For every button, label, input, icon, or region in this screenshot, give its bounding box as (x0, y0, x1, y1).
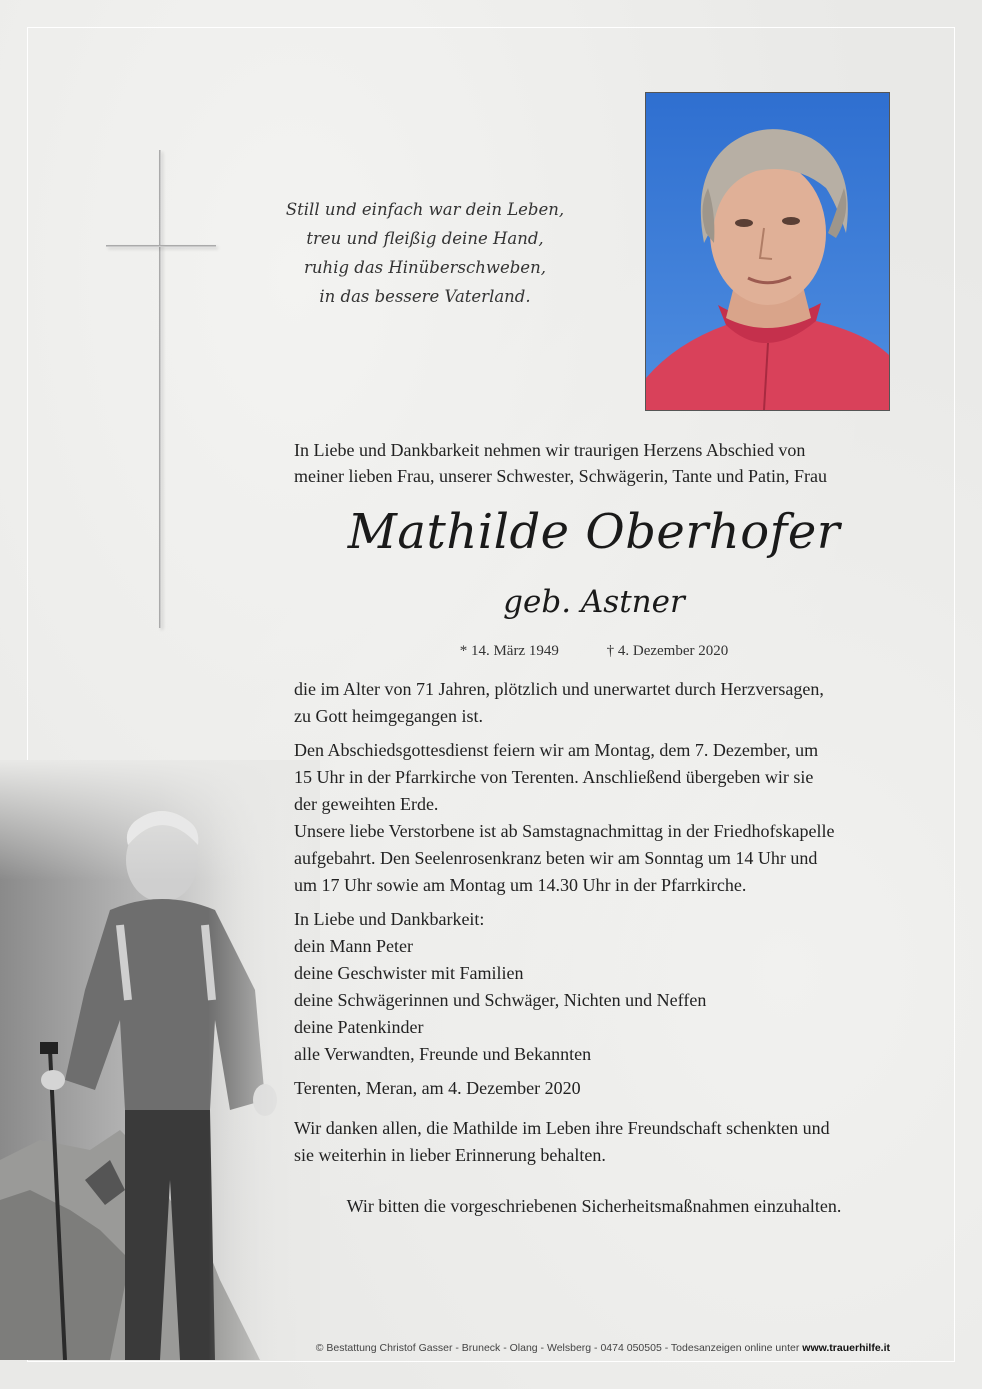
text-line: 15 Uhr in der Pfarrkirche von Terenten. Anschließend übergeben wir sie (294, 767, 814, 787)
poem (255, 195, 595, 311)
mourner-line: deine Patenkinder (294, 1017, 424, 1037)
text-line: zu Gott heimgegangen ist. (294, 706, 483, 726)
death-date: † 4. Dezember 2020 (606, 643, 729, 659)
text-line: aufgebahrt. Den Seelenrosenkranz beten wir am Sonntag um 14 Uhr und (294, 848, 818, 868)
place-date: Terenten, Meran, am 4. Dezember 2020 (294, 1078, 581, 1098)
death-info (294, 676, 894, 730)
footer (0, 1342, 890, 1354)
poem-line: ruhig das Hinüberschweben, (304, 258, 546, 277)
funeral-info (294, 737, 894, 899)
deceased-name: Mathilde Oberhofer (347, 504, 841, 560)
intro-text (294, 437, 894, 489)
intro-line: In Liebe und Dankbarkeit nehmen wir traurigen Herzens Abschied von (294, 440, 806, 460)
text-line: der geweihten Erde. (294, 794, 439, 814)
portrait-photo (645, 92, 890, 411)
footer-text: © Bestattung Christof Gasser - Bruneck - Olang - Welsberg - 0474 050505 - Todesanzeigen online unter (315, 1342, 803, 1354)
footer-site-link[interactable]: www.trauerhilfe.it (802, 1342, 890, 1354)
text-line: Wir danken allen, die Mathilde im Leben ihre Freundschaft schenkten und (294, 1118, 830, 1138)
text-line: sie weiterhin in lieber Erinnerung behalten. (294, 1145, 606, 1165)
mourner-line: alle Verwandten, Freunde und Bekannten (294, 1044, 592, 1064)
maiden-name: geb. Astner (503, 584, 685, 620)
mourner-line: deine Schwägerinnen und Schwäger, Nichten und Neffen (294, 990, 707, 1010)
intro-line: meiner lieben Frau, unserer Schwester, Schwägerin, Tante und Patin, Frau (294, 466, 828, 486)
mourner-line: dein Mann Peter (294, 936, 413, 956)
birth-date: * 14. März 1949 (459, 643, 559, 659)
cross-vertical-beam (159, 150, 161, 628)
text-line: Unsere liebe Verstorbene ist ab Samstagnachmittag in der Friedhofskapelle (294, 821, 835, 841)
poem-line: treu und fleißig deine Hand, (306, 229, 544, 248)
thanks-text (294, 1115, 894, 1169)
poem-line: Still und einfach war dein Leben, (285, 200, 565, 219)
safety-notice: Wir bitten die vorgeschriebenen Sicherheitsmaßnahmen einzuhalten. (346, 1196, 842, 1216)
life-dates (294, 643, 894, 660)
text-line: Den Abschiedsgottesdienst feiern wir am Montag, dem 7. Dezember, um (294, 740, 819, 760)
cross-horizontal-beam (106, 245, 216, 247)
mourners-list (294, 906, 894, 1068)
mourner-line: deine Geschwister mit Familien (294, 963, 524, 983)
text-line: um 17 Uhr sowie am Montag um 14.30 Uhr in der Pfarrkirche. (294, 875, 747, 895)
mourner-line: In Liebe und Dankbarkeit: (294, 909, 485, 929)
poem-line: in das bessere Vaterland. (319, 287, 531, 306)
background-hiking-photo (0, 760, 320, 1360)
text-line: die im Alter von 71 Jahren, plötzlich und unerwartet durch Herzversagen, (294, 679, 824, 699)
